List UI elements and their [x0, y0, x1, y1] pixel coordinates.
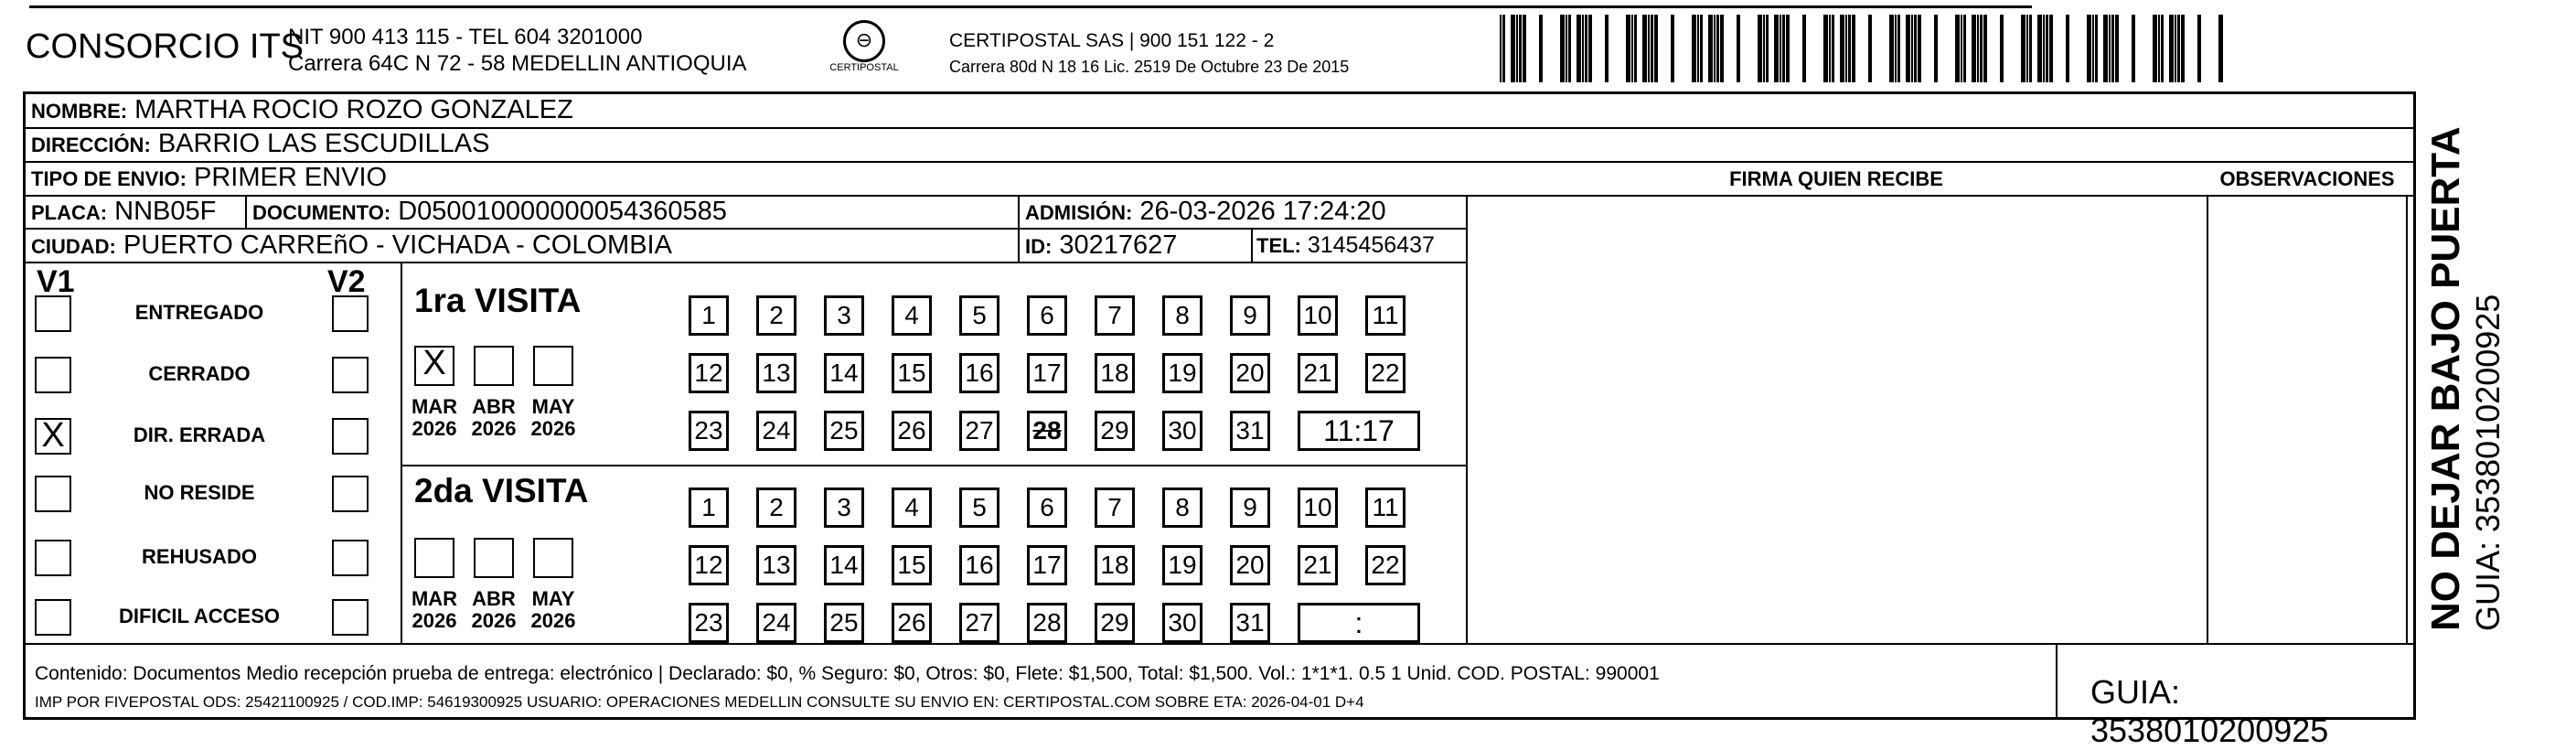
v1-checkbox[interactable] — [35, 476, 71, 512]
day-box[interactable]: 24 — [756, 411, 796, 451]
day-box[interactable]: 10 — [1298, 295, 1338, 336]
day-box[interactable]: 27 — [959, 411, 999, 451]
status-option-label: NO RESIDE — [144, 481, 255, 504]
month-label — [526, 588, 581, 632]
nombre-value: MARTHA ROCIO ROZO GONZALEZ — [134, 95, 573, 124]
ciudad-label: CIUDAD: — [31, 235, 116, 258]
day-box[interactable]: 26 — [892, 411, 932, 451]
ciudad-row — [31, 230, 672, 261]
day-box[interactable]: 16 — [959, 545, 999, 585]
month-name: ABR — [472, 587, 516, 610]
v1-checkbox[interactable] — [35, 540, 71, 576]
v1-header: V1 — [37, 264, 75, 299]
v1-checkbox[interactable]: X — [35, 418, 71, 455]
documento-label: DOCUMENTO: — [252, 201, 391, 224]
admision-label: ADMISIÓN: — [1025, 201, 1133, 224]
time-field[interactable]: : — [1298, 603, 1420, 643]
v2-checkbox[interactable] — [332, 540, 369, 576]
month-year: 2026 — [471, 417, 517, 440]
day-box[interactable]: 4 — [892, 488, 932, 528]
footer-content: Contenido: Documentos Medio recepción prueba de entrega: electrónico | Declarado: $0, % Seguro: $0, Otros: $0, Flete: $1,500, Total: $1,500. Vol.: 1*1*1. 0.5 1 Unid. COD. POSTAL: 990001 — [35, 663, 1660, 684]
certipostal-info — [949, 27, 1349, 80]
id-label: ID: — [1025, 235, 1053, 258]
status-option-label: REHUSADO — [142, 545, 257, 568]
placa-row — [31, 197, 216, 227]
day-box[interactable]: 21 — [1298, 353, 1338, 393]
day-box[interactable]: 19 — [1162, 353, 1202, 393]
day-box[interactable]: 14 — [824, 545, 864, 585]
day-box[interactable]: 16 — [959, 353, 999, 393]
top-border-line — [29, 5, 2032, 8]
month-name: MAY — [531, 587, 575, 610]
direccion-label: DIRECCIÓN: — [31, 134, 151, 156]
v2-checkbox[interactable] — [332, 476, 369, 512]
status-option-label: ENTREGADO — [134, 301, 264, 324]
month-checkbox[interactable] — [533, 538, 573, 578]
side-warning: NO DEJAR BAJO PUERTA — [2423, 126, 2468, 631]
day-box[interactable]: 5 — [959, 488, 999, 528]
day-box[interactable]: 15 — [892, 353, 932, 393]
day-box[interactable]: 6 — [1027, 295, 1067, 336]
tipo-label: TIPO DE ENVIO: — [31, 167, 187, 190]
v1-checkbox[interactable] — [35, 599, 71, 636]
day-box[interactable]: 21 — [1298, 545, 1338, 585]
month-year: 2026 — [471, 609, 517, 632]
day-box[interactable]: 23 — [689, 603, 729, 643]
month-name: MAY — [531, 395, 575, 418]
day-box[interactable]: 28 — [1027, 603, 1067, 643]
day-box[interactable]: 22 — [1365, 545, 1406, 585]
documento-row — [252, 197, 727, 227]
day-box[interactable]: 25 — [824, 603, 864, 643]
time-field[interactable]: 11:17 — [1298, 411, 1420, 451]
side-guia: GUIA: 3538010200925 — [2469, 294, 2507, 631]
nit-line: NIT 900 413 115 - TEL 604 3201000 — [288, 25, 643, 49]
day-box[interactable]: 2 — [756, 295, 796, 336]
v2-checkbox[interactable] — [332, 418, 369, 455]
certi-line2: Carrera 80d N 18 16 Lic. 2519 De Octubre 23 De 2015 — [949, 58, 1350, 76]
guia-number: GUIA: 3538010200925 — [2090, 673, 2329, 749]
month-label — [466, 396, 521, 440]
day-box[interactable]: 1 — [689, 488, 729, 528]
day-box[interactable]: 13 — [756, 353, 796, 393]
day-box[interactable]: 3 — [824, 488, 864, 528]
barcode — [1500, 15, 2227, 82]
v2-header: V2 — [327, 264, 366, 299]
admision-value: 26-03-2026 17:24:20 — [1139, 197, 1386, 226]
v2-checkbox[interactable] — [332, 295, 369, 332]
firma-label: FIRMA QUIEN RECIBE — [1729, 167, 1943, 190]
delivery-form — [23, 91, 2416, 749]
month-year: 2026 — [530, 609, 576, 632]
day-box[interactable]: 22 — [1365, 353, 1406, 393]
month-checkbox[interactable] — [414, 538, 454, 578]
tel-row — [1256, 232, 1435, 259]
day-box[interactable]: 8 — [1162, 488, 1202, 528]
company-name: CONSORCIO ITS — [26, 27, 305, 66]
day-box[interactable]: 8 — [1162, 295, 1202, 336]
day-box[interactable]: 24 — [756, 603, 796, 643]
day-box[interactable]: 17 — [1027, 545, 1067, 585]
month-label — [407, 396, 462, 440]
address-line: Carrera 64C N 72 - 58 MEDELLIN ANTIOQUIA — [288, 51, 747, 76]
day-box[interactable]: 6 — [1027, 488, 1067, 528]
day-box[interactable]: 28 — [1027, 411, 1067, 451]
month-checkbox[interactable] — [474, 538, 514, 578]
day-box[interactable]: 9 — [1230, 488, 1270, 528]
day-box[interactable]: 18 — [1095, 353, 1135, 393]
certi-line1: CERTIPOSTAL SAS | 900 151 122 - 2 — [949, 30, 1275, 51]
month-label — [526, 396, 581, 440]
month-name: ABR — [472, 395, 516, 418]
day-box[interactable]: 14 — [824, 353, 864, 393]
logo-text: CERTIPOSTAL — [829, 62, 899, 73]
day-box[interactable]: 7 — [1095, 295, 1135, 336]
id-value: 30217627 — [1059, 230, 1178, 260]
direccion-row — [31, 129, 489, 159]
footer-imp: IMP POR FIVEPOSTAL ODS: 25421100925 / COD.IMP: 54619300925 USUARIO: OPERACIONES MEDELLIN CONSULTE SU ENVIO EN: CERTIPOSTAL.COM SOBRE ETA: 2026-04-01 D+4 — [35, 693, 1364, 711]
day-box[interactable]: 1 — [689, 295, 729, 336]
v2-checkbox[interactable] — [332, 599, 369, 636]
month-name: MAR — [411, 395, 458, 418]
day-box[interactable]: 5 — [959, 295, 999, 336]
day-box[interactable]: 11 — [1365, 488, 1406, 528]
month-label — [466, 588, 521, 632]
company-info — [288, 24, 747, 77]
month-label — [407, 588, 462, 632]
observaciones-label: OBSERVACIONES — [2219, 167, 2395, 190]
day-box[interactable]: 3 — [824, 295, 864, 336]
day-box[interactable]: 20 — [1230, 545, 1270, 585]
second-visit-title: 2da VISITA — [414, 472, 589, 509]
certipostal-logo — [828, 20, 901, 84]
day-box[interactable]: 7 — [1095, 488, 1135, 528]
day-box[interactable]: 17 — [1027, 353, 1067, 393]
status-option-label: CERRADO — [148, 362, 251, 385]
status-option-label: DIR. ERRADA — [133, 423, 266, 446]
logo-icon: ⊖ — [843, 20, 885, 62]
first-visit-title: 1ra VISITA — [414, 282, 582, 319]
day-box[interactable]: 9 — [1230, 295, 1270, 336]
month-checkbox[interactable] — [474, 346, 514, 386]
placa-value: NNB05F — [114, 197, 217, 226]
tipo-row — [31, 163, 387, 193]
day-box[interactable]: 15 — [892, 545, 932, 585]
v1-checkbox[interactable] — [35, 295, 71, 332]
day-box[interactable]: 29 — [1095, 603, 1135, 643]
day-box[interactable]: 11 — [1365, 295, 1406, 336]
month-checkbox[interactable] — [533, 346, 573, 386]
day-box[interactable]: 30 — [1162, 411, 1202, 451]
v2-checkbox[interactable] — [332, 357, 369, 393]
day-box[interactable]: 4 — [892, 295, 932, 336]
direccion-value: BARRIO LAS ESCUDILLAS — [157, 129, 490, 158]
tipo-value: PRIMER ENVIO — [193, 163, 388, 192]
day-box[interactable]: 29 — [1095, 411, 1135, 451]
month-name: MAR — [411, 587, 458, 610]
admision-row — [1025, 197, 1386, 227]
status-option-label: DIFICIL ACCESO — [118, 605, 280, 627]
month-year: 2026 — [412, 609, 457, 632]
day-box[interactable]: 2 — [756, 488, 796, 528]
month-checkbox[interactable]: X — [414, 346, 454, 386]
day-box[interactable]: 30 — [1162, 603, 1202, 643]
nombre-label: NOMBRE: — [31, 100, 128, 123]
tel-label: TEL: — [1256, 234, 1301, 257]
day-box[interactable]: 26 — [892, 603, 932, 643]
id-row — [1025, 230, 1177, 261]
day-box[interactable]: 12 — [689, 545, 729, 585]
day-box[interactable]: 27 — [959, 603, 999, 643]
tel-value: 3145456437 — [1307, 232, 1435, 258]
nombre-row — [31, 95, 573, 125]
day-box[interactable]: 23 — [689, 411, 729, 451]
day-box[interactable]: 25 — [824, 411, 864, 451]
day-box[interactable]: 18 — [1095, 545, 1135, 585]
v1-checkbox[interactable] — [35, 357, 71, 393]
day-box[interactable]: 31 — [1230, 603, 1270, 643]
month-year: 2026 — [530, 417, 576, 440]
day-box[interactable]: 10 — [1298, 488, 1338, 528]
day-box[interactable]: 13 — [756, 545, 796, 585]
day-box[interactable]: 12 — [689, 353, 729, 393]
ciudad-value: PUERTO CARREñO - VICHADA - COLOMBIA — [123, 230, 672, 260]
placa-label: PLACA: — [31, 201, 108, 224]
documento-value: D050010000000054360585 — [398, 197, 727, 226]
day-box[interactable]: 19 — [1162, 545, 1202, 585]
day-box[interactable]: 20 — [1230, 353, 1270, 393]
day-box[interactable]: 31 — [1230, 411, 1270, 451]
month-year: 2026 — [412, 417, 457, 440]
